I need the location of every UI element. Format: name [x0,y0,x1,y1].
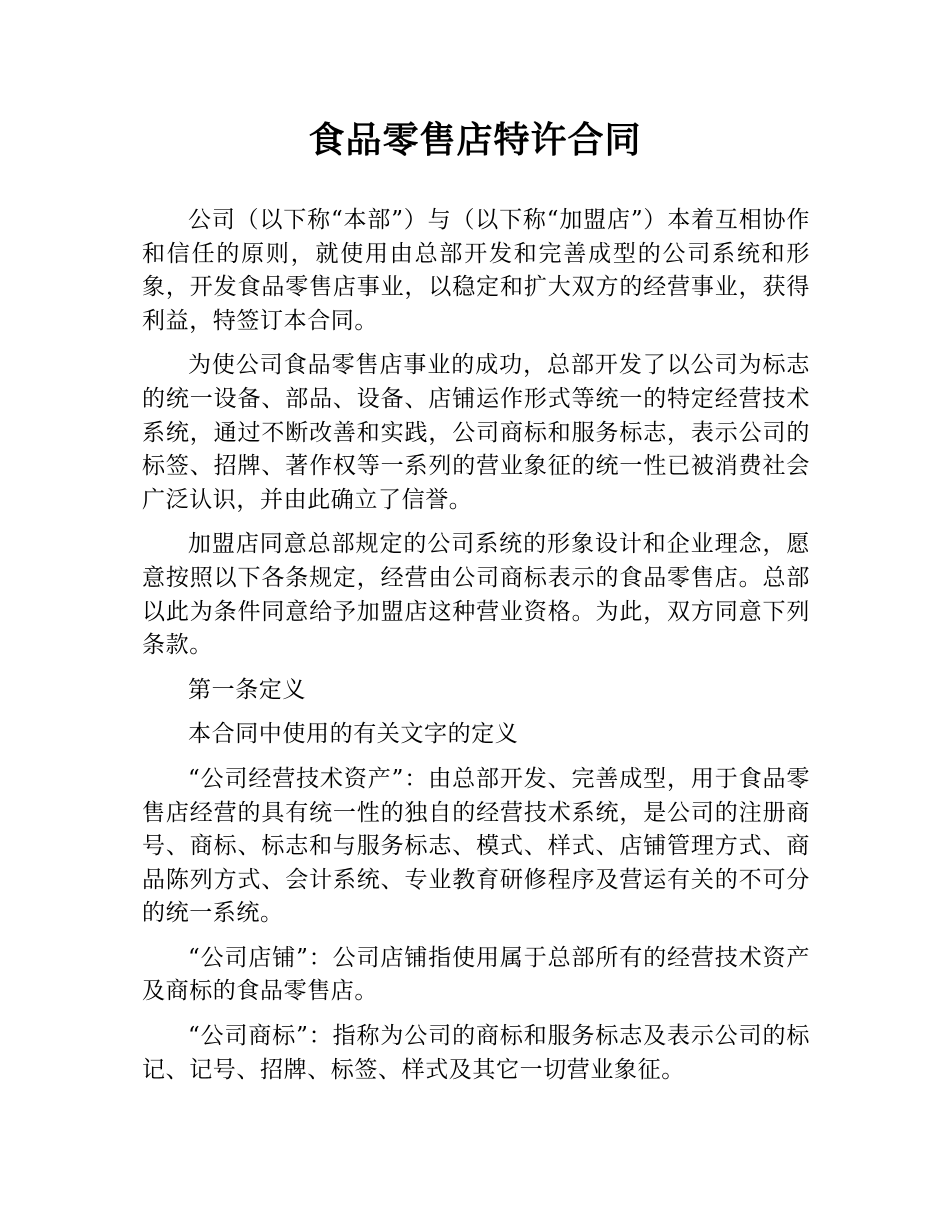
definition-company-trademark: “公司商标”：指称为公司的商标和服务标志及表示公司的标记、记号、招牌、标签、样式及其它一切营业象征。 [142,1023,810,1083]
paragraph-definitions-intro: 本合同中使用的有关文字的定义 [188,721,519,748]
document-title: 食品零售店特许合同 [308,120,642,161]
paragraph-intro: 公司（以下称“本部”）与（以下称“加盟店”）本着互相协作和信任的原则，就使用由总部开发和完善成型的公司系统和形象，开发食品零售店事业，以稳定和扩大双方的经营事业，获得利益，特签订本合同。 [142,207,810,334]
section-heading-article-1: 第一条定义 [188,676,306,703]
document-body [142,204,810,1098]
definition-company-store: “公司店铺”：公司店铺指使用属于总部所有的经营技术资产及商标的食品零售店。 [142,944,810,1005]
paragraph-background: 为使公司食品零售店事业的成功，总部开发了以公司为标志的统一设备、部品、设备、店铺运作形式等统一的特定经营技术系统，通过不断改善和实践，公司商标和服务标志，表示公司的标签、招牌、著作权等一系列的营业象征的统一性已被消费社会广泛认识，并由此确立了信誉。 [142,352,810,513]
definition-business-assets: “公司经营技术资产”：由总部开发、完善成型，用于食品零售店经营的具有统一性的独自的经营技术系统，是公司的注册商号、商标、标志和与服务标志、模式、样式、店铺管理方式、商品陈列方式、会计系统、专业教育研修程序及营运有关的不可分的统一系统。 [142,765,810,927]
paragraph-agreement: 加盟店同意总部规定的公司系统的形象设计和企业理念，愿意按照以下各条规定，经营由公司商标表示的食品零售店。总部以此为条件同意给予加盟店这种营业资格。为此，双方同意下列条款。 [142,531,810,659]
